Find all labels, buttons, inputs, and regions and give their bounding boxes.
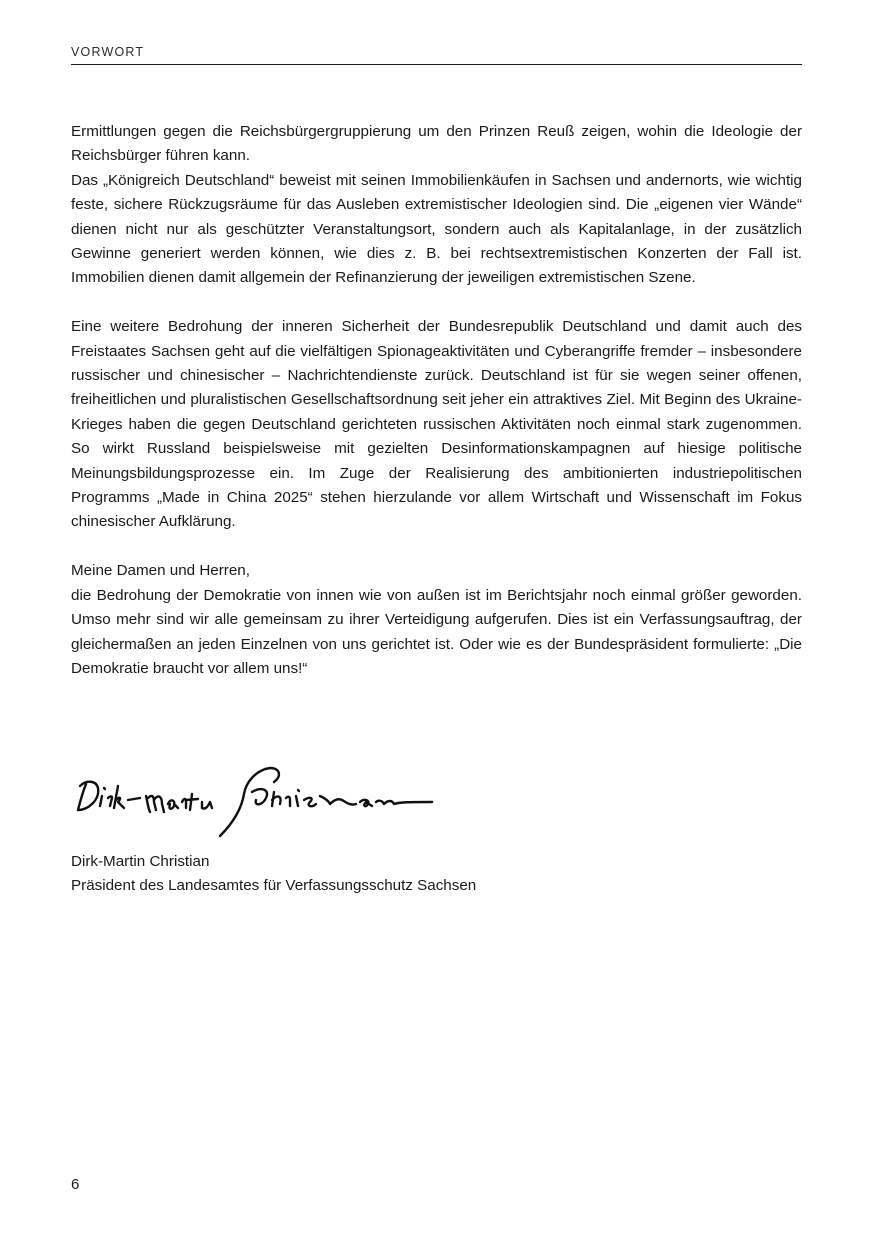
section-title: VORWORT <box>71 45 145 59</box>
handwritten-signature <box>74 762 436 842</box>
paragraph: Eine weitere Bedrohung der inneren Sicherheit der Bundesrepublik Deutschland und damit auch des Freistaates Sachsen geht auf die vielfältigen Spionageaktivitäten und Cyberangriffe fremder – insbesondere russischer und chinesischer – Nachrichtendienste zurück. Deutschland ist für sie wegen seiner offenen, freiheitlichen und pluralistischen Gesellschaftsordnung seit jeher ein attraktives Ziel. Mit Beginn des Ukraine-Krieges haben die gegen Deutschland gerichteten russischen Aktivitäten noch einmal stark zugenommen. So wirkt Russland beispielsweise mit gezielten Desinformationskampagnen auf hiesige politische Meinungsbildungsprozesse ein. Im Zuge der Realisierung des ambitionierten industriepolitischen Programms „Made in China 2025“ stehen hierzulande vor allem Wirtschaft und Wissenschaft im Fokus chinesischer Aufklärung. <box>71 318 802 531</box>
body-text <box>71 120 802 681</box>
page-number: 6 <box>71 1176 80 1193</box>
signature-graphic <box>74 762 436 842</box>
paragraph: die Bedrohung der Demokratie von innen wie von außen ist im Berichtsjahr noch einmal größer geworden. Umso mehr sind wir alle gemeinsam zu ihrer Verteidigung aufgerufen. Dies ist ein Verfassungsauftrag, der gleichermaßen an jeden Einzelnen von uns gerichtet ist. Oder wie es der Bundespräsident formulierte: „Die Demokratie braucht vor allem uns!“ <box>71 586 802 677</box>
paragraph-spacer <box>71 291 802 315</box>
signer-name: Dirk-Martin Christian <box>71 853 210 870</box>
signer-title: Präsident des Landesamtes für Verfassungsschutz Sachsen <box>71 877 477 895</box>
paragraph: Das „Königreich Deutschland“ beweist mit seinen Immobilienkäufen in Sachsen und andernorts, wie wichtig feste, sichere Rückzugsräume für das Ausleben extremistischer Ideologien sind. Die „eigenen vier Wände“ dienen nicht nur als geschützter Veranstaltungsort, sondern auch als Kapitalanlage, in der zusätzlich Gewinne generiert werden können, wie dies z. B. bei rechtsextremistischen Konzerten der Fall ist. Immobilien dienen damit allgemein der Refinanzierung der jeweiligen extremistischen Szene. <box>71 171 802 287</box>
paragraph-spacer <box>71 535 802 559</box>
paragraph: Ermittlungen gegen die Reichsbürgergruppierung um den Prinzen Reuß zeigen, wohin die Ideologie der Reichsbürger führen kann. <box>71 123 802 165</box>
page-header <box>71 44 802 65</box>
salutation: Meine Damen und Herren, <box>71 562 250 580</box>
signer-block <box>71 850 476 899</box>
